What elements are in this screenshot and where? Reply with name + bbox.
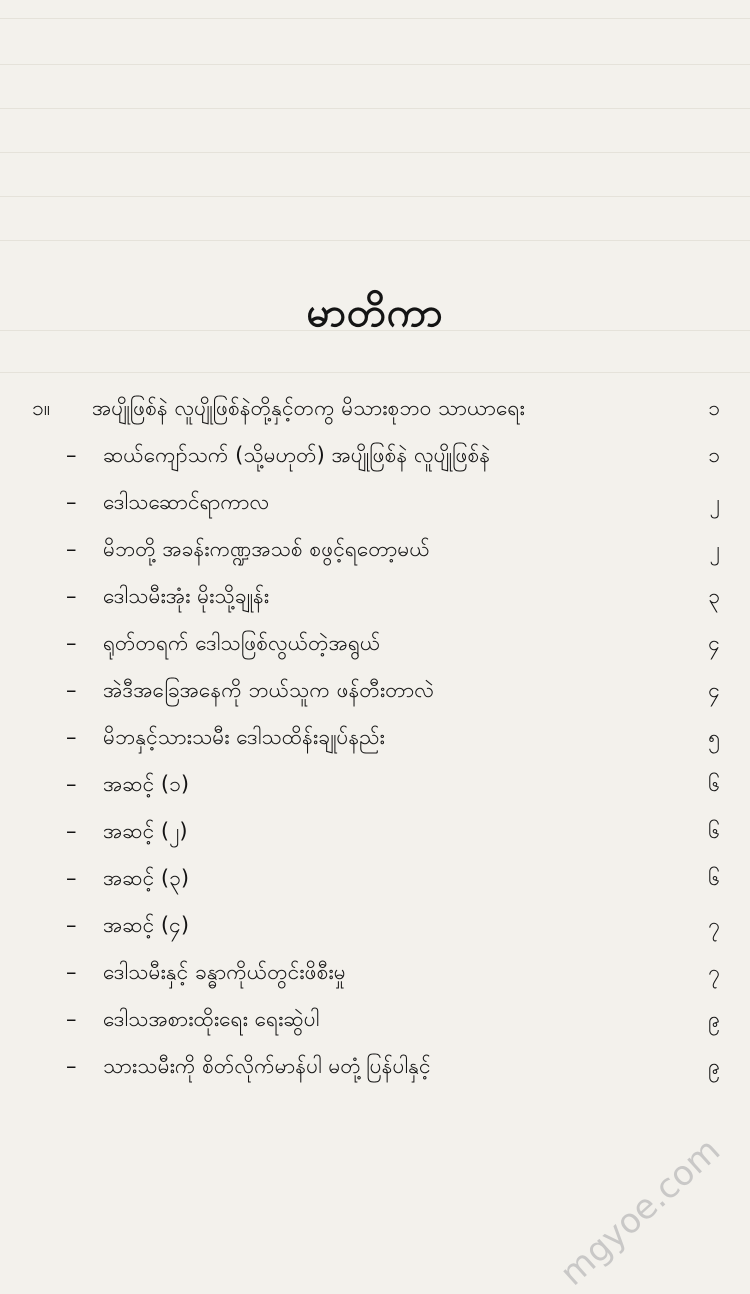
toc-page-number: ၂: [709, 537, 720, 561]
dash-bullet: –: [66, 443, 77, 467]
dash-bullet: –: [66, 725, 77, 749]
bleed-through-line: [0, 240, 750, 241]
toc-row: [0, 996, 750, 1043]
page-title: မာတိကာ: [306, 289, 444, 336]
toc-entry-title: ဆယ်ကျော်သက် (သို့မဟုတ်) အပျိုဖြစ်နဲ လူပျိုဖြစ်နဲ: [103, 443, 491, 467]
table-of-contents: [0, 385, 750, 1090]
dash-bullet: –: [66, 537, 77, 561]
dash-bullet: –: [66, 866, 77, 890]
toc-page-number: ၆: [708, 772, 720, 796]
dash-bullet: –: [66, 913, 77, 937]
toc-entry-title: ဒေါသအစားထိုးရေး ရေးဆွဲပါ: [103, 1007, 320, 1031]
toc-page-number: ၂: [709, 490, 720, 514]
toc-page-number: ၄: [708, 678, 720, 702]
toc-page-number: ၁: [708, 396, 720, 420]
bleed-through-line: [0, 372, 750, 373]
bleed-through-line: [0, 18, 750, 19]
bleed-through-line: [0, 196, 750, 197]
toc-row: [0, 949, 750, 996]
toc-entry-title: ရုတ်တရက် ဒေါသဖြစ်လွယ်တဲ့အရွယ်: [103, 631, 381, 655]
toc-row: [0, 479, 750, 526]
toc-entry-title: အဆင့် (၄): [103, 913, 190, 937]
dash-bullet: –: [66, 772, 77, 796]
bleed-through-line: [0, 108, 750, 109]
bleed-through-line: [0, 64, 750, 65]
toc-page-number: ၃: [708, 584, 720, 608]
dash-bullet: –: [66, 584, 77, 608]
toc-row: [0, 1043, 750, 1090]
toc-page-number: ၇: [708, 960, 720, 984]
bleed-through-line: [0, 152, 750, 153]
dash-bullet: –: [66, 631, 77, 655]
toc-row: [0, 808, 750, 855]
toc-entry-title: ဒေါသဆောင်ရာကာလ: [103, 490, 270, 514]
dash-bullet: –: [66, 678, 77, 702]
toc-entry-title: မိဘနှင့်သားသမီး ဒေါသထိန်းချုပ်နည်း: [103, 725, 385, 749]
chapter-number: ၁။: [32, 396, 51, 420]
toc-entry-title: ဒေါသမီးနှင့် ခန္ဓာကိုယ်တွင်းဖိစီးမှု: [103, 960, 346, 984]
toc-page-number: ၁: [708, 443, 720, 467]
toc-page-number: ၉: [708, 1054, 720, 1078]
toc-entry-title: အဆင့် (၂): [103, 819, 188, 843]
toc-entry-title: သားသမီးကို စိတ်လိုက်မာန်ပါ မတုံ့ပြန်ပါနှင့်: [103, 1054, 431, 1078]
toc-row: [0, 855, 750, 902]
toc-row: [0, 432, 750, 479]
toc-entry-title: အပျိုဖြစ်နဲ လူပျိုဖြစ်နဲတို့နှင့်တကွ မိသားစုဘဝ သာယာရေး: [92, 396, 525, 420]
toc-entry-title: အဲဒီအခြေအနေကို ဘယ်သူက ဖန်တီးတာလဲ: [103, 678, 434, 702]
dash-bullet: –: [66, 819, 77, 843]
toc-page-number: ၇: [708, 913, 720, 937]
dash-bullet: –: [66, 1054, 77, 1078]
toc-row: [0, 902, 750, 949]
dash-bullet: –: [66, 490, 77, 514]
toc-entry-title: မိဘတို့ အခန်းကဏ္ဍအသစ် စဖွင့်ရတော့မယ်: [103, 537, 430, 561]
dash-bullet: –: [66, 960, 77, 984]
toc-row: [0, 714, 750, 761]
toc-row: [0, 573, 750, 620]
toc-row: [0, 761, 750, 808]
toc-entry-title: အဆင့် (၃): [103, 866, 190, 890]
watermark: mgyoe.com: [552, 1130, 728, 1294]
dash-bullet: –: [66, 1007, 77, 1031]
toc-page-number: ၆: [708, 866, 720, 890]
toc-row: [0, 620, 750, 667]
toc-row: [0, 667, 750, 714]
toc-entry-title: အဆင့် (၁): [103, 772, 190, 796]
toc-chapter-row: [0, 385, 750, 432]
toc-page-number: ၉: [708, 1007, 720, 1031]
toc-row: [0, 526, 750, 573]
toc-page-number: ၆: [708, 819, 720, 843]
toc-page-number: ၄: [708, 631, 720, 655]
toc-entry-title: ဒေါသမီးအုံး မိုးသို့ချုန်း: [103, 584, 270, 608]
toc-page-number: ၅: [708, 725, 720, 749]
